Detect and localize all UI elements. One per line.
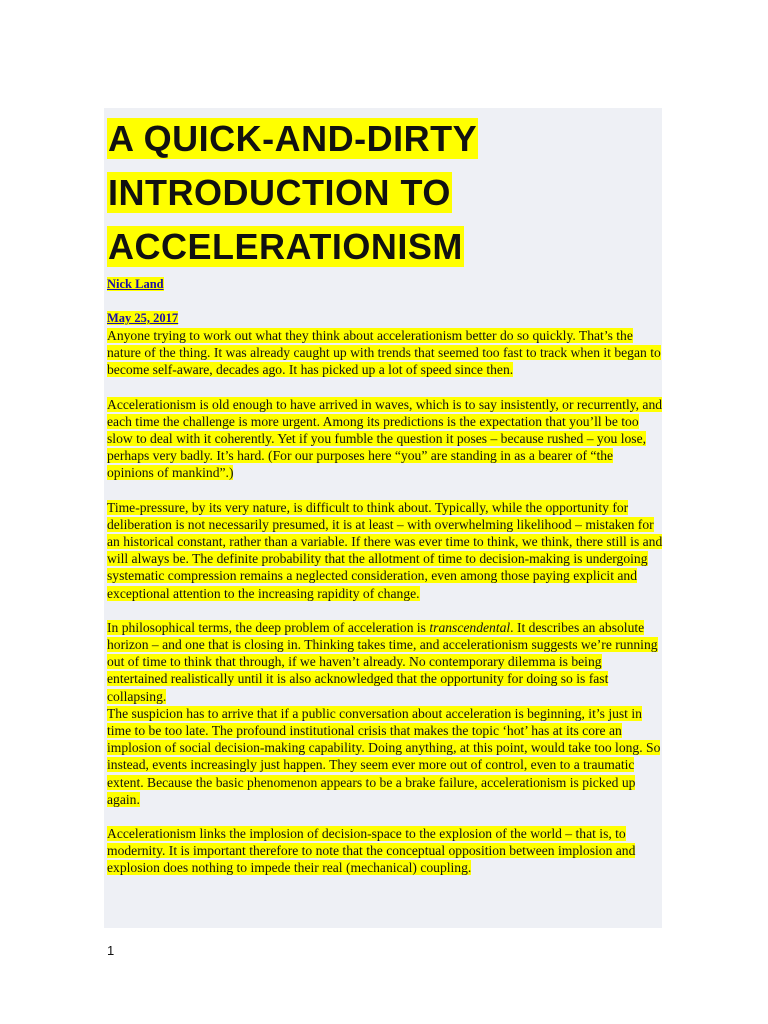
paragraph-3: Time-pressure, by its very nature, is difficult to think about. Typically, while the opportunity for deliberation is not necessarily presumed, it is at least – with overwhelming likelihood – mistaken for an historical constant, rather than a variable. If there was ever time to think, we think, there still is and will always be. The definite probability that the allotment of time to decision-making is undergoing systematic compression remains a neglected consideration, even among those paying explicit and exceptional attention to the increasing rapidity of change.: [107, 499, 663, 601]
paragraph-6: Accelerationism links the implosion of decision-space to the explosion of the world – that is, to modernity. It is important therefore to note that the conceptual opposition between implosion and explosion does nothing to impede their real (mechanical) coupling.: [107, 826, 636, 876]
paragraph-1: Anyone trying to work out what they think about accelerationism better do so quickly. That’s the nature of the thing. It was already caught up with trends that seemed too fast to track when it began to become self-aware, decades ago. It has picked up a lot of speed since then.: [107, 328, 661, 378]
title-line-1: A QUICK-AND-DIRTY: [108, 118, 478, 159]
emphasis-transcendental: transcendental: [429, 619, 511, 635]
author-line: [107, 276, 663, 293]
title-line-2: INTRODUCTION TO: [108, 172, 451, 213]
paragraph-2: Accelerationism is old enough to have arrived in waves, which is to say insistently, or recurrently, and each time the challenge is more urgent. Among its predictions is the expectation that you’ll be too slow to deal with it coherently. Yet if you fumble the question it poses – because rushed – you lose, perhaps very badly. It’s hard. (For our purposes here “you” are standing in as a bearer of “the opinions of mankind”.): [107, 396, 663, 481]
page-number: 1: [107, 943, 115, 958]
date-line: [107, 310, 663, 327]
article-title: [107, 112, 663, 274]
paragraph-4: In philosophical terms, the deep problem of acceleration is transcendental. It describes an absolute horizon – and one that is closing in. Thinking takes time, and accelerationism suggests we’re running out of time to think that through, if we haven’t already. No contemporary dilemma is being entertained realistically until it is also acknowledged that the opportunity for doing so is fast collapsing.: [107, 619, 658, 704]
date-link[interactable]: May 25, 2017: [107, 311, 179, 325]
article: [107, 112, 663, 877]
paragraph-5: The suspicion has to arrive that if a public conversation about acceleration is beginning, it’s just in time to be too late. The profound institutional crisis that makes the topic ‘hot’ has at its core an implosion of social decision-making capability. Doing anything, at this point, would take too long. So instead, events increasingly just happen. They seem ever more out of control, even to a traumatic extent. Because the basic phenomenon appears to be a brake failure, accelerationism is picked up again.: [107, 705, 661, 807]
title-line-3: ACCELERATIONISM: [108, 226, 463, 267]
author-link[interactable]: Nick Land: [107, 277, 164, 291]
